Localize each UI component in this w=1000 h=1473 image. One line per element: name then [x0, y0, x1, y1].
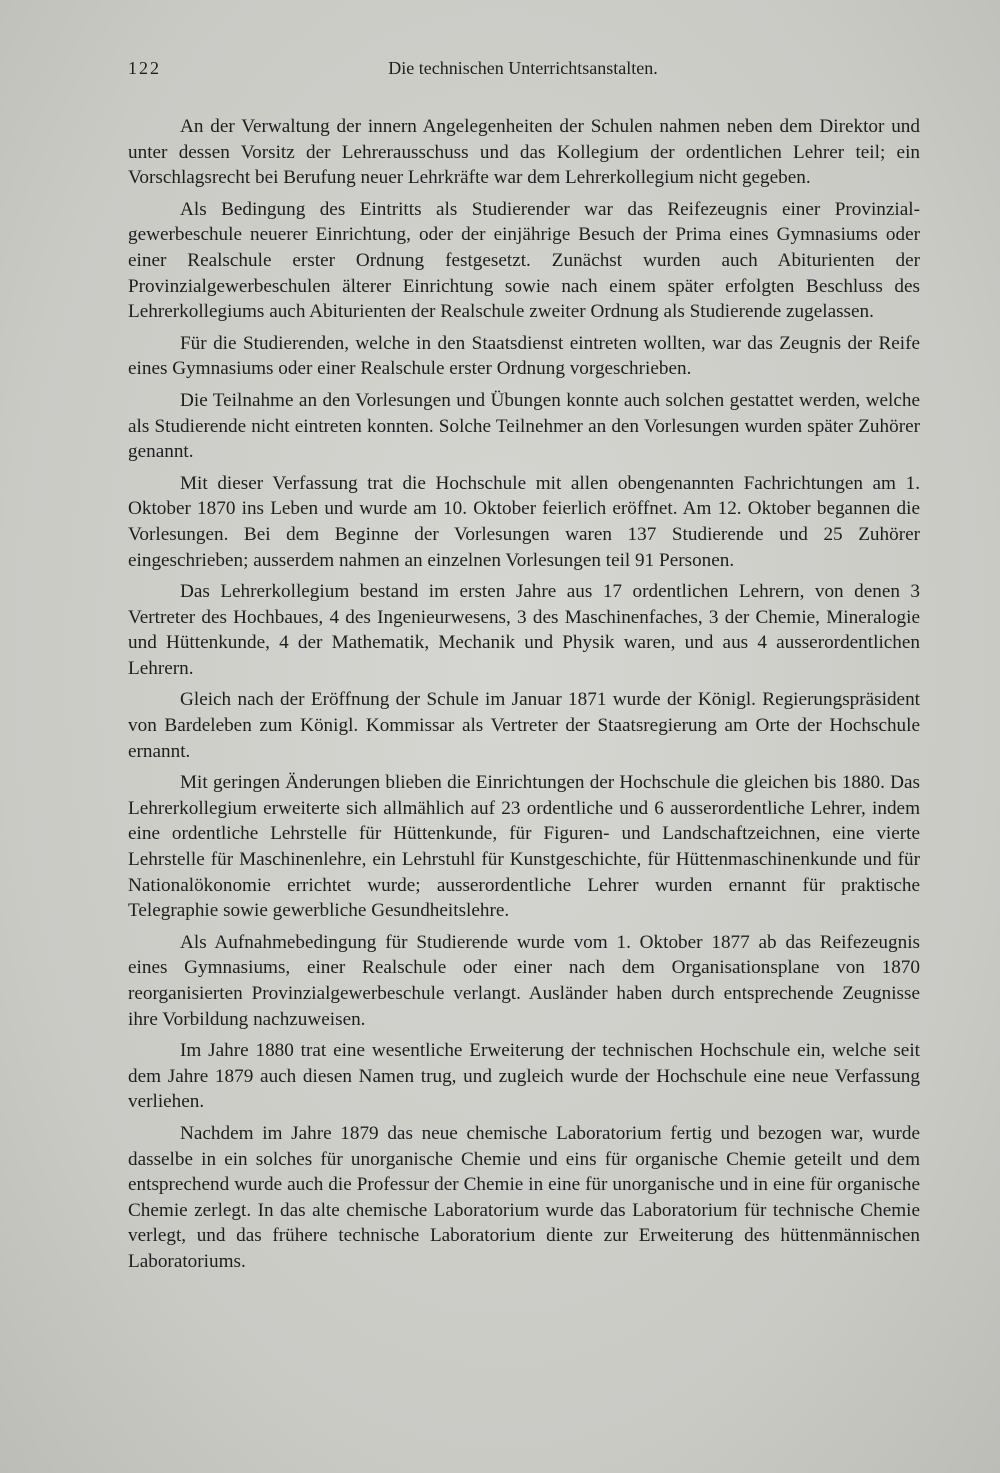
page-number: 122: [128, 58, 161, 78]
paragraph: Als Aufnahmebedingung für Studierende wurde vom 1. Oktober 1877 ab das Reifezeugnis eines Gymnasiums, einer Realschule oder einer nach dem Organisationsplane von 1870 reorganisierten Provinzialgewerbeschule verlangt. Ausländer haben durch entsprechende Zeugnisse ihre Vorbildung nachzuweisen.: [128, 931, 920, 1030]
paragraph: Mit dieser Verfassung trat die Hochschule mit allen obengenannten Fachrichtungen am 1. Oktober 1870 ins Leben und wurde am 10. Oktober feierlich eröffnet. Am 12. Oktober begannen die Vorlesungen. Bei dem Beginne der Vorlesungen waren 137 Studierende und 25 Zuhörer eingeschrieben; ausserdem nahmen an einzelnen Vorlesungen teil 91 Personen.: [128, 472, 920, 571]
paragraph: Das Lehrerkollegium bestand im ersten Jahre aus 17 ordentlichen Lehrern, von denen 3 Vertreter des Hochbaues, 4 des Ingenieurwesens, 3 des Maschinenfaches, 3 der Chemie, Mineralogie und Hüttenkunde, 4 der Mathematik, Mechanik und Physik waren, und aus 4 ausserordentlichen Lehrern.: [128, 581, 920, 679]
paragraph: Als Bedingung des Eintritts als Studierender war das Reifezeugnis einer Provinzialgewerbeschule neuerer Einrichtung, oder der einjährige Besuch der Prima eines Gymnasiums oder einer Realschule erster Ordnung festgesetzt. Zunächst wurden auch Abiturienten der Provinzialgewerbeschulen älterer Einrichtung sowie nach einem später erfolgten Beschluss des Lehrerkollegiums auch Abiturienten der Realschule zweiter Ordnung als Studierende zugelassen.: [128, 198, 920, 323]
paragraph: Nachdem im Jahre 1879 das neue chemische Laboratorium fertig und bezogen war, wurde dasselbe in ein solches für unorganische Chemie und eins für organische Chemie geteilt und dem entsprechend wurde auch die Professur der Chemie in eine für unorganische und in eine für organische Chemie zerlegt. In das alte chemische Laboratorium wurde das Laboratorium für technische Chemie verlegt, und das frühere technische Laboratorium diente zur Erweiterung des hüttenmännischen Laboratoriums.: [128, 1122, 920, 1272]
page-header: [128, 58, 918, 86]
paragraph: Mit geringen Änderungen blieben die Einrichtungen der Hochschule die gleichen bis 1880. Das Lehrerkollegium erweiterte sich allmählich auf 23 ordentliche und 6 ausserordentliche Lehrer, indem eine ordentliche Lehrstelle für Hüttenkunde, für Figuren- und Landschaftzeichnen, eine vierte Lehrstelle für Maschinenlehre, ein Lehrstuhl für Kunstgeschichte, für Hüttenmaschinenkunde und für Nationalökonomie errichtet wurde; ausserordentliche Lehrer wurden ernannt für praktische Telegraphie sowie gewerbliche Gesundheitslehre.: [128, 772, 920, 922]
running-title: Die technischen Unterrichtsanstalten.: [388, 58, 658, 78]
paragraph: Für die Studierenden, welche in den Staatsdienst eintreten wollten, war das Zeugnis der Reife eines Gymnasiums oder einer Realschule erster Ordnung vorgeschrieben.: [128, 332, 920, 380]
body-text: [128, 114, 920, 1281]
paragraph: Die Teilnahme an den Vorlesungen und Übungen konnte auch solchen gestattet werden, welche als Studierende nicht eintreten konnten. Solche Teilnehmer an den Vorlesungen wurden später Zuhörer genannt.: [128, 389, 920, 463]
paragraph: An der Verwaltung der innern Angelegenheiten der Schulen nahmen neben dem Direktor und unter dessen Vorsitz der Lehrerausschuss und das Kollegium der ordentlichen Lehrer teil; ein Vorschlagsrecht bei Berufung neuer Lehrkräfte war dem Lehrerkollegium nicht gegeben.: [128, 116, 920, 189]
paragraph: Im Jahre 1880 trat eine wesentliche Erweiterung der technischen Hochschule ein, welche seit dem Jahre 1879 auch diesen Namen trug, und zugleich wurde der Hochschule eine neue Verfassung verliehen.: [128, 1040, 920, 1113]
paragraph: Gleich nach der Eröffnung der Schule im Januar 1871 wurde der Königl. Regierungspräsident von Bardeleben zum Königl. Kommissar als Vertreter der Staatsregierung am Orte der Hochschule ernannt.: [128, 689, 920, 762]
